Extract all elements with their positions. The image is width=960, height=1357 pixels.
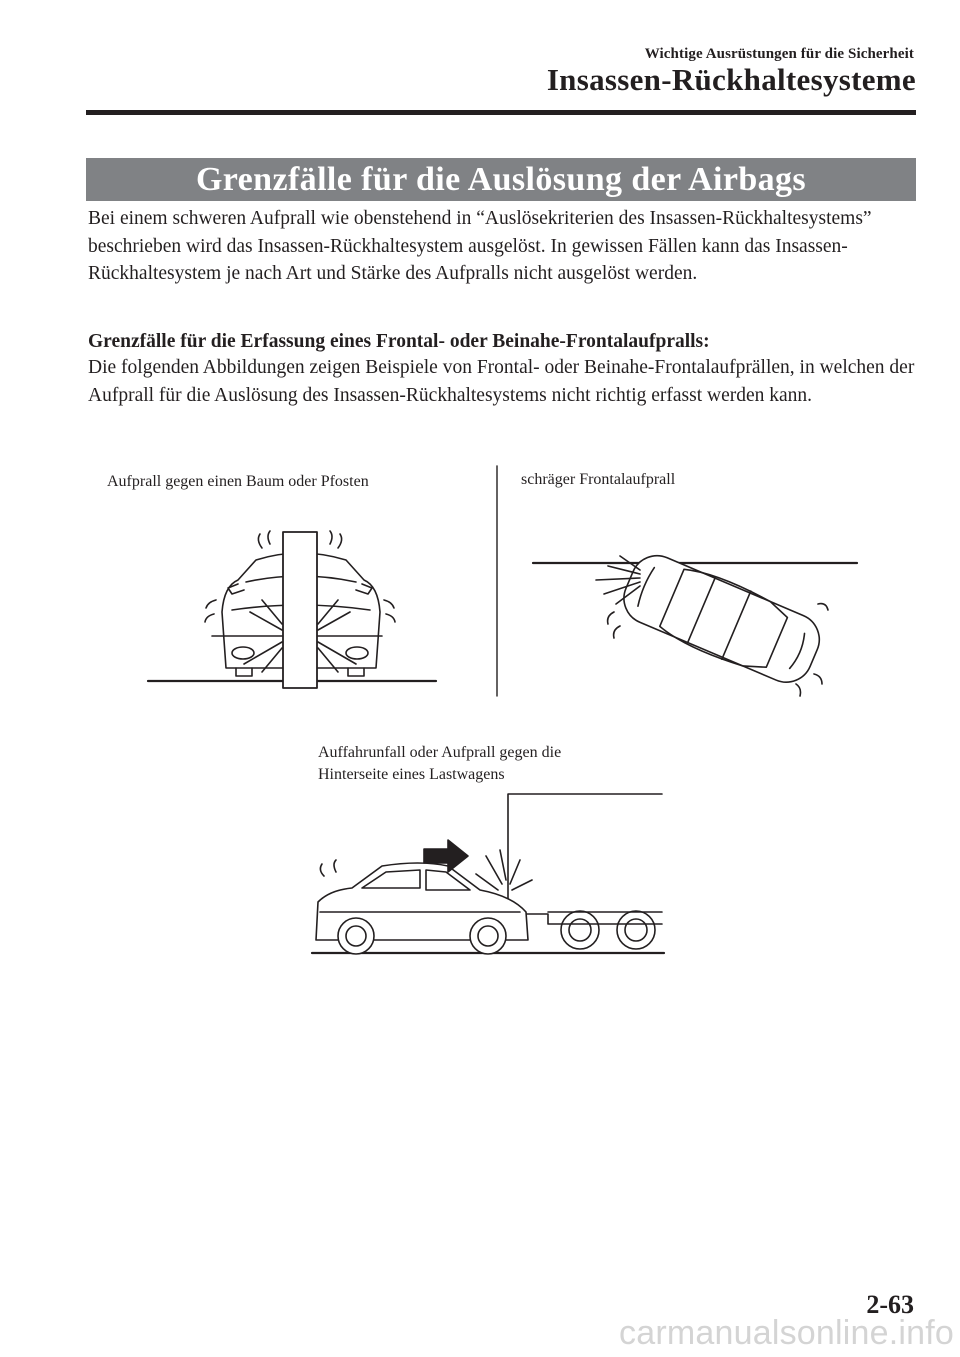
body-paragraph: Die folgenden Abbildungen zeigen Beispiele von Frontal- oder Beinahe-Frontalaufprällen, in welchen der Aufprall für die Auslösung des Insassen-Rückhaltesystems nicht richtig erfasst werden kann. (88, 357, 915, 406)
caption-oblique: schräger Frontalaufprall (521, 471, 676, 488)
caption-tree-pole: Aufprall gegen einen Baum oder Pfosten (107, 473, 369, 490)
truck-crash-illustration (312, 794, 664, 954)
section-banner: Grenzfälle für die Auslösung der Airbags (86, 158, 916, 201)
running-header-kicker: Wichtige Ausrüstungen für die Sicherheit (644, 46, 914, 62)
oblique-crash-illustration (533, 546, 857, 696)
subheading: Grenzfälle für die Erfassung eines Frontal- oder Beinahe-Frontalaufpralls: (88, 331, 710, 352)
pole-crash-illustration (148, 531, 436, 688)
chapter-title: Insassen-Rückhaltesysteme (546, 62, 916, 97)
watermark: carmanualsonline.info (619, 1314, 954, 1352)
caption-truck-line1: Auffahrunfall oder Aufprall gegen die (318, 744, 562, 761)
page-number: 2-63 (866, 1290, 914, 1319)
intro-paragraph: Bei einem schweren Aufprall wie obenstehend in “Auslösekriterien des Insassen-Rückhaltesystems” beschrieben wird das Insassen-Rückhaltesystem ausgelöst. In gewissen Fällen kann das Insassen-Rückhaltesystem je nach Art und Stärke des Aufpralls nicht ausgelöst werden. (88, 208, 872, 285)
caption-truck-line2: Hinterseite eines Lastwagens (318, 766, 505, 783)
